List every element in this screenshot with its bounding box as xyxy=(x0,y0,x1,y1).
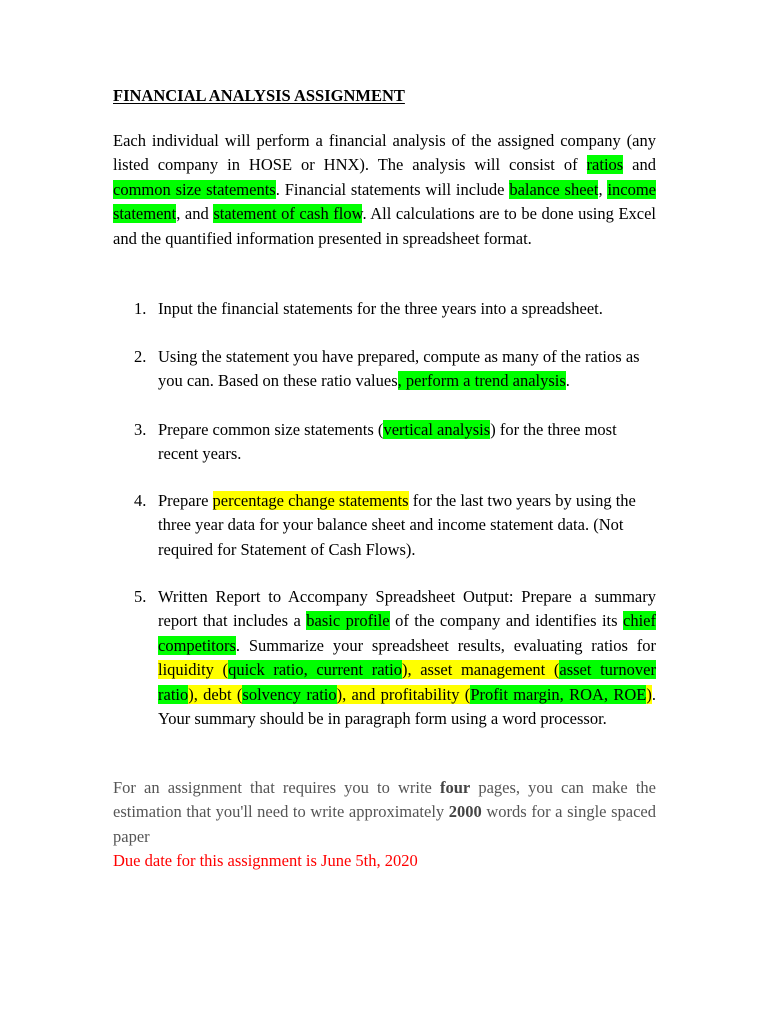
list-item-1 xyxy=(134,297,656,321)
highlighted-text: ), and profitability ( xyxy=(336,684,471,704)
list-item-text xyxy=(158,418,656,467)
text-run: of the company and identifies its xyxy=(389,611,624,631)
text-run: . All calculations are to be done using Excel and the quantified information presented in spreadsheet format. xyxy=(113,204,656,248)
highlighted-text: ), debt ( xyxy=(188,684,243,704)
text-run: , xyxy=(598,179,608,199)
list-item-text xyxy=(158,345,656,394)
list-item-3 xyxy=(134,418,656,467)
due-date: Due date for this assignment is June 5th, 2020 xyxy=(113,851,418,870)
list-item-number: 5. xyxy=(134,587,147,606)
text-run: Using the statement you have prepared, compute as many of the ratios as you can. Based on these ratio values xyxy=(158,347,640,391)
text-run: pages, you can make the estimation that you'll need to write approximately xyxy=(113,778,657,822)
document-title: FINANCIAL ANALYSIS ASSIGNMENT xyxy=(113,86,405,105)
highlighted-text: quick ratio, current ratio xyxy=(228,660,402,680)
highlighted-text: percentage change statements xyxy=(212,491,409,510)
list-item-text xyxy=(158,585,656,731)
text-run: . xyxy=(565,371,570,391)
highlighted-text: income statement xyxy=(113,179,657,224)
text-run: ) for the three most recent years. xyxy=(158,420,617,464)
bold-text: four xyxy=(439,778,471,797)
list-item-text xyxy=(158,297,656,321)
text-run: for the last two years by using the three year data for your balance sheet and income statement data. (Not required for Statement of Cash Flows). xyxy=(158,491,636,559)
text-run: For an assignment that requires you to write xyxy=(113,778,440,797)
list-item-5 xyxy=(134,585,656,731)
list-item-number: 1. xyxy=(134,299,147,318)
text-run: Prepare xyxy=(158,491,213,510)
text-run: and xyxy=(623,155,656,175)
highlighted-text: solvency ratio xyxy=(242,684,337,704)
text-run: , and xyxy=(176,204,214,224)
highlighted-text: chief competitors xyxy=(158,611,656,655)
intro-paragraph xyxy=(113,129,656,251)
highlighted-text: vertical analysis xyxy=(383,420,491,439)
highlighted-text: , perform a trend analysis xyxy=(397,371,566,391)
text-run: Prepare common size statements ( xyxy=(158,420,384,439)
list-item-4 xyxy=(134,489,656,562)
text-run: Input the financial statements for the three years into a spreadsheet. xyxy=(158,299,603,318)
list-item-number: 3. xyxy=(134,420,147,439)
list-item-number: 2. xyxy=(134,347,147,366)
highlighted-text: Profit margin, ROA, ROE xyxy=(470,684,647,704)
text-run: words for a single spaced paper xyxy=(113,802,656,846)
highlighted-text: asset turnover ratio xyxy=(158,660,656,704)
highlighted-text: balance sheet xyxy=(509,179,599,199)
text-run: . Your summary should be in paragraph form using a word processor. xyxy=(158,684,656,729)
highlighted-text: ), asset management ( xyxy=(401,660,560,680)
highlighted-text: ratios xyxy=(586,155,624,175)
text-run: . Financial statements will include xyxy=(275,179,510,199)
bold-text: 2000 xyxy=(448,802,482,822)
list-item-number: 4. xyxy=(134,491,147,510)
word-count-note xyxy=(113,776,656,849)
highlighted-text: common size statements xyxy=(113,179,276,199)
list-item-text xyxy=(158,489,656,562)
list-item-2 xyxy=(134,345,656,394)
highlighted-text: statement of cash flow xyxy=(213,204,363,224)
text-run: . Summarize your spreadsheet results, evaluating ratios for xyxy=(235,635,656,655)
text-run: Each individual will perform a financial analysis of the assigned company (any listed company in HOSE or HNX). The analysis will consist of xyxy=(113,131,656,175)
highlighted-text: basic profile xyxy=(306,611,390,631)
highlighted-text: ) xyxy=(646,684,652,704)
text-run: Written Report to Accompany Spreadsheet Output: Prepare a summary report that includes a xyxy=(158,587,656,631)
highlighted-text: liquidity ( xyxy=(158,660,229,680)
